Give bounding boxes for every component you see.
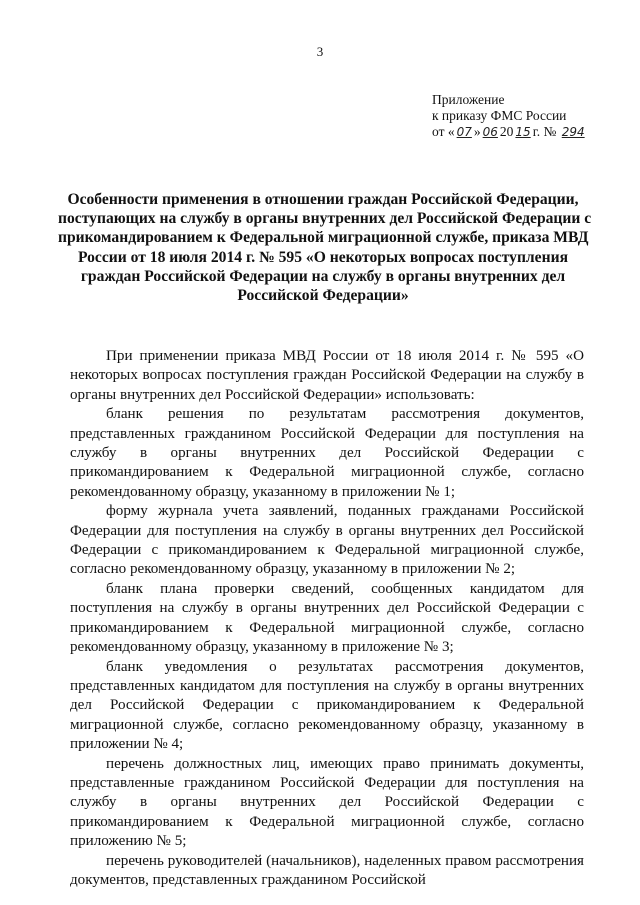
body-paragraph-item: перечень руководителей (начальников), наделенных правом рассмотрения документов, представленных гражданином Российской	[70, 852, 584, 888]
title-line: поступающих на службу в органы внутренних дел Российской Федерации с	[58, 210, 592, 228]
handwritten-order-number: 294	[561, 125, 585, 139]
year-prefix: 20	[499, 124, 514, 139]
page-number: 3	[316, 44, 324, 59]
date-prefix: от «	[432, 124, 455, 139]
body-paragraph-item: бланк плана проверки сведений, сообщенных кандидатом для поступления на службу в органы внутренних дел Российской Федерации с прикомандированием к Федеральной миграционной службе, согласно рекомендованному образцу, указанному в приложение № 3;	[70, 580, 584, 656]
body-paragraph-intro: При применении приказа МВД России от 18 июля 2014 г. № 595 «О некоторых вопросах поступления граждан Российской Федерации на службу в органы внутренних дел Российской Федерации» использовать:	[70, 348, 584, 403]
year-suffix: г. №	[532, 124, 557, 139]
handwritten-day: 07	[456, 125, 472, 139]
title-line: Российской Федерации»	[237, 287, 409, 305]
handwritten-month: 06	[482, 125, 498, 139]
title-line: граждан Российской Федерации на службу в органы внутренних дел	[80, 267, 566, 285]
handwritten-year: 15	[515, 125, 531, 139]
title-line: России от 18 июля 2014 г. № 595 «О некоторых вопросах поступления	[77, 248, 569, 266]
document-title	[58, 190, 592, 305]
quote-close: »	[473, 124, 481, 139]
body-paragraph-item: бланк решения по результатам рассмотрения документов, представленных гражданином Российской Федерации для поступления на службу в органы внутренних дел Российской Федерации с прикомандированием к Федеральной миграционной службе, согласно рекомендованному образцу, указанному в приложении № 1;	[70, 406, 584, 500]
appendix-label: Приложение	[432, 92, 505, 107]
body-paragraph-item: бланк уведомления о результатах рассмотрения документов, представленных кандидатом для поступления на службу в органы внутренних дел Российской Федерации с прикомандированием к Федеральной миграционной службе, согласно рекомендованному образцу, указанному в приложении № 4;	[70, 658, 584, 753]
appendix-header	[432, 92, 587, 140]
title-line: прикомандированием к Федеральной миграционной службе, приказа МВД	[58, 229, 589, 247]
order-date-number	[432, 124, 587, 140]
order-reference: к приказу ФМС России	[432, 108, 567, 123]
body-paragraph-item: форму журнала учета заявлений, поданных гражданами Российской Федерации для поступления на службу в органы внутренних дел Российской Федерации с прикомандированием к Федеральной миграционной службе, согласно рекомендованному образцу, указанному в приложении № 2;	[70, 503, 584, 578]
title-line: Особенности применения в отношении граждан Российской Федерации,	[67, 191, 579, 208]
body-paragraph-item: перечень должностных лиц, имеющих право принимать документы, представленные гражданином Российской Федерации для поступления на службу в органы внутренних дел Российской Федерации с прикомандированием к Федеральной миграционной службе, согласно приложению № 5;	[70, 755, 584, 850]
document-body	[70, 347, 584, 890]
